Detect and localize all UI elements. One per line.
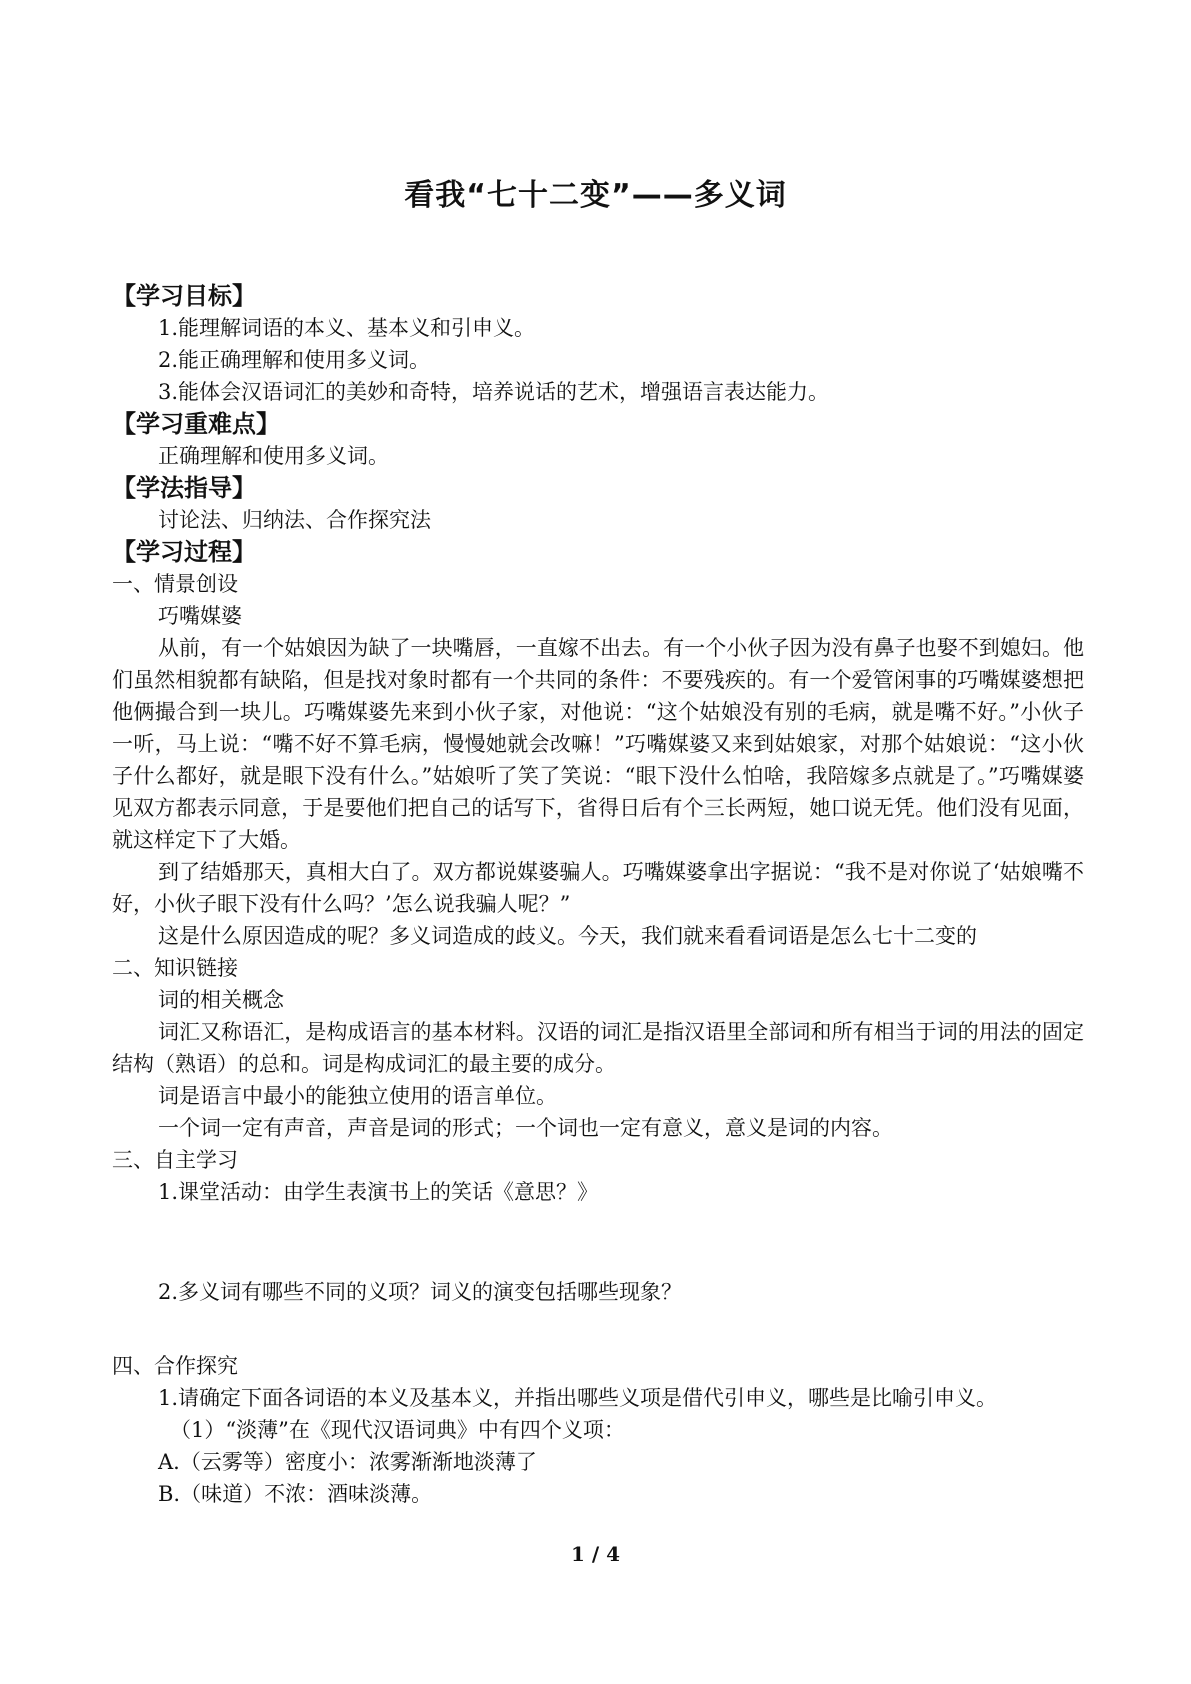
page-number: 1 / 4 [570,1542,621,1566]
concept-paragraph: 词是语言中最小的能独立使用的语言单位。 [158,1084,557,1108]
explore-question: 1.请确定下面各词语的本义及基本义，并指出哪些义项是借代引申义，哪些是比喻引申义。 [158,1386,998,1410]
explore-option: A.（云雾等）密度小：浓雾渐渐地淡薄了 [158,1450,537,1474]
explore-subquestion: （1）“淡薄”在《现代汉语词典》中有四个义项： [170,1418,625,1442]
story-title: 巧嘴媒婆 [158,604,242,628]
concept-paragraph: 一个词一定有声音，声音是词的形式；一个词也一定有意义，意义是词的内容。 [158,1116,893,1140]
heading-method: 【学法指导】 [112,474,256,502]
heading-process: 【学习过程】 [112,538,256,566]
objective-item: 1.能理解词语的本义、基本义和引申义。 [158,316,536,340]
self-study-question: 1.课堂活动：由学生表演书上的笑话《意思？》 [158,1180,599,1204]
story-paragraph: 到了结婚那天，真相大白了。双方都说媒婆骗人。巧嘴媒婆拿出字据说：“我不是对你说了‘姑娘嘴不好，小伙子眼下没有什么吗？’怎么说我骗人呢？” [112,860,1084,916]
key-points-text: 正确理解和使用多义词。 [158,444,389,468]
heading-key-points: 【学习重难点】 [112,410,280,438]
story-paragraph: 从前，有一个姑娘因为缺了一块嘴唇，一直嫁不出去。有一个小伙子因为没有鼻子也娶不到媳妇。他们虽然相貌都有缺陷，但是找对象时都有一个共同的条件：不要残疾的。有一个爱管闲事的巧嘴媒婆想把他俩撮合到一块儿。巧嘴媒婆先来到小伙子家，对他说：“这个姑娘没有别的毛病，就是嘴不好。”小伙子一听，马上说：“嘴不好不算毛病，慢慢她就会改嘛！”巧嘴媒婆又来到姑娘家，对那个姑娘说：“这小伙子什么都好，就是眼下没有什么。”姑娘听了笑了笑说：“眼下没什么怕啥，我陪嫁多点就是了。”巧嘴媒婆见双方都表示同意，于是要他们把自己的话写下，省得日后有个三长两短，她口说无凭。他们没有见面，就这样定下了大婚。 [112,636,1084,852]
objective-item: 3.能体会汉语词汇的美妙和奇特，培养说话的艺术，增强语言表达能力。 [158,380,830,404]
answer-space [112,1208,1084,1276]
story-paragraph: 这是什么原因造成的呢？多义词造成的歧义。今天，我们就来看看词语是怎么七十二变的 [158,924,977,948]
document-body [112,280,1084,1510]
concept-subtitle: 词的相关概念 [158,988,284,1012]
self-study-question: 2.多义词有哪些不同的义项？词义的演变包括哪些现象？ [158,1280,683,1304]
document-title: 看我“七十二变”——多义词 [404,178,787,213]
heading-objectives: 【学习目标】 [112,282,256,310]
part1-heading: 一、情景创设 [112,572,238,596]
objective-item: 2.能正确理解和使用多义词。 [158,348,431,372]
method-text: 讨论法、归纳法、合作探究法 [158,508,431,532]
answer-space [112,1308,1084,1350]
concept-paragraph: 词汇又称语汇，是构成语言的基本材料。汉语的词汇是指汉语里全部词和所有相当于词的用法的固定结构（熟语）的总和。词是构成词汇的最主要的成分。 [112,1020,1084,1076]
part4-heading: 四、合作探究 [112,1354,238,1378]
part2-heading: 二、知识链接 [112,956,238,980]
part3-heading: 三、自主学习 [112,1148,238,1172]
explore-option: B.（味道）不浓：酒味淡薄。 [158,1482,433,1506]
